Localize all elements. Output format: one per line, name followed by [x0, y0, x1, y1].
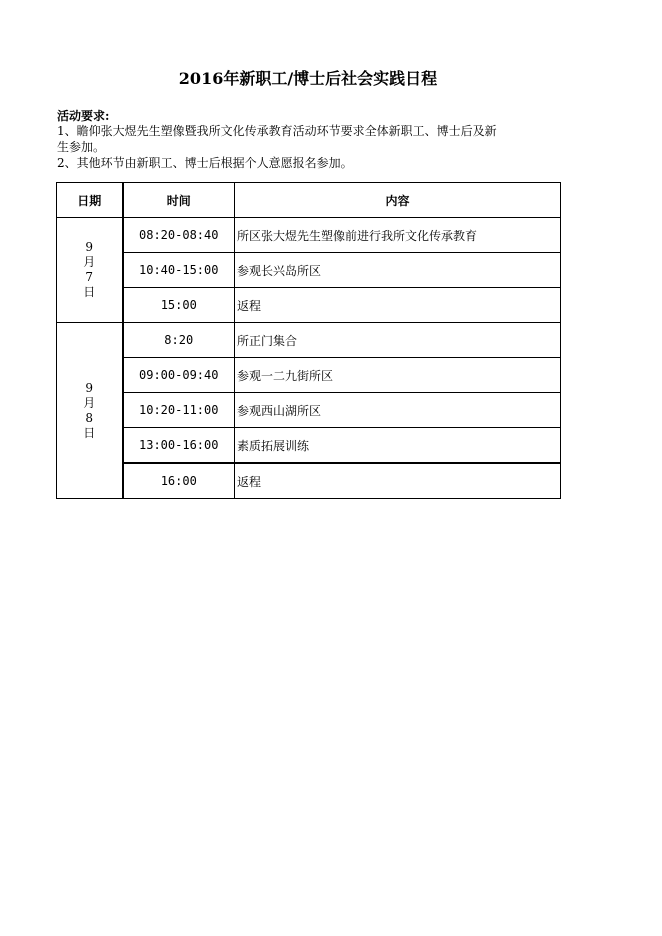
header-date: 日期 — [57, 183, 123, 218]
content-cell: 参观一二九街所区 — [235, 358, 561, 393]
table-row — [57, 253, 561, 288]
date-char: 9 — [85, 380, 94, 395]
time-cell: 10:20-11:00 — [123, 393, 235, 428]
time-cell: 13:00-16:00 — [123, 428, 235, 464]
table-row — [57, 218, 561, 253]
content-cell: 参观西山湖所区 — [235, 393, 561, 428]
table-row — [57, 428, 561, 464]
date-char: 月 — [83, 395, 96, 410]
header-time: 时间 — [123, 183, 235, 218]
date-cell — [57, 323, 123, 499]
time-cell: 08:20-08:40 — [123, 218, 235, 253]
date-char: 日 — [83, 425, 96, 440]
content-cell: 所正门集合 — [235, 323, 561, 358]
date-char: 月 — [83, 255, 96, 269]
time-cell: 15:00 — [123, 288, 235, 323]
table-row — [57, 323, 561, 358]
time-cell: 09:00-09:40 — [123, 358, 235, 393]
requirement-line: 生参加。 — [57, 140, 106, 154]
date-char: 9 — [85, 240, 94, 254]
table-row — [57, 393, 561, 428]
time-cell: 8:20 — [123, 323, 235, 358]
time-cell: 16:00 — [123, 463, 235, 499]
requirement-line: 2、其他环节由新职工、博士后根据个人意愿报名参加。 — [57, 156, 353, 170]
table-row — [57, 288, 561, 323]
content-cell: 所区张大煜先生塑像前进行我所文化传承教育 — [235, 218, 561, 253]
page-title: 2016年新职工/博士后社会实践日程 — [178, 69, 438, 88]
table-header-row — [57, 183, 561, 218]
content-cell: 返程 — [235, 288, 561, 323]
date-char: 8 — [85, 410, 94, 425]
time-cell: 10:40-15:00 — [123, 253, 235, 288]
requirements-heading: 活动要求: — [57, 109, 110, 123]
table-row — [57, 358, 561, 393]
schedule-table — [56, 182, 561, 499]
date-char: 日 — [83, 285, 96, 299]
requirement-line: 1、瞻仰张大煜先生塑像暨我所文化传承教育活动环节要求全体新职工、博士后及新 — [57, 124, 497, 138]
table-row — [57, 463, 561, 499]
date-char: 7 — [85, 270, 94, 284]
header-content: 内容 — [235, 183, 561, 218]
content-cell: 素质拓展训练 — [235, 428, 561, 464]
content-cell: 返程 — [235, 463, 561, 499]
date-cell — [57, 218, 123, 323]
content-cell: 参观长兴岛所区 — [235, 253, 561, 288]
